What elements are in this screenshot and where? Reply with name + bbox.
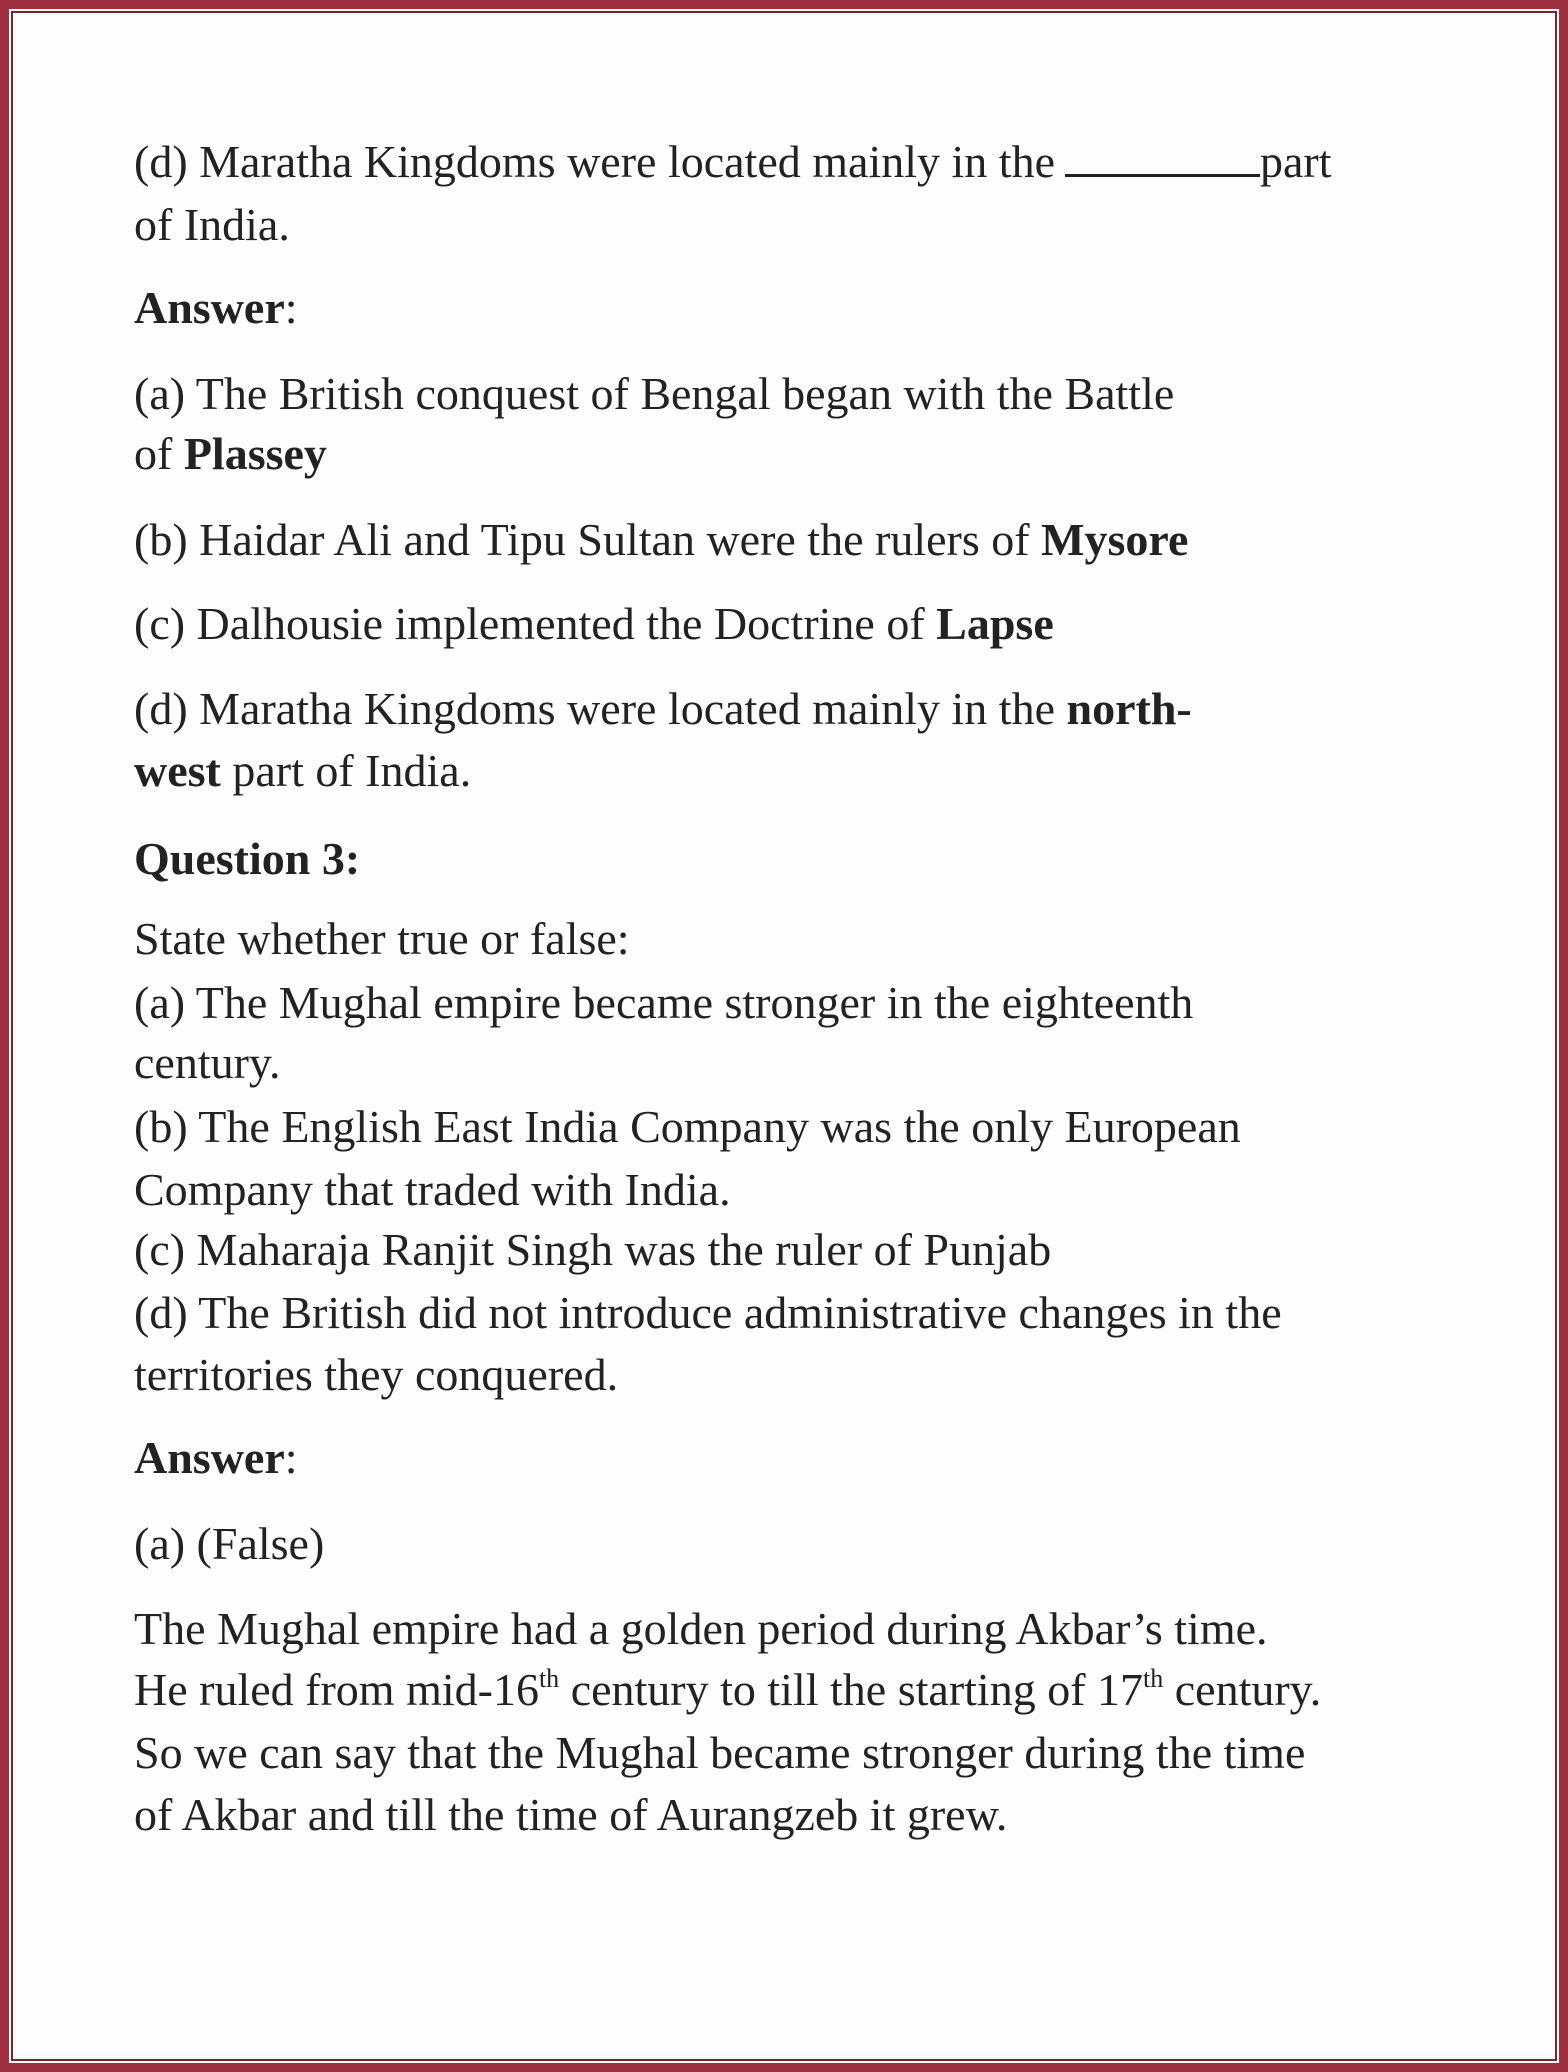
text: century. bbox=[1163, 1664, 1322, 1715]
question-3-title bbox=[134, 829, 360, 889]
answer-c bbox=[134, 594, 1054, 654]
answer3-text bbox=[134, 1660, 1321, 1720]
q3-line: Company that traded with India. bbox=[134, 1164, 731, 1215]
q2-d-line2: of India. bbox=[134, 199, 290, 250]
superscript: th bbox=[538, 1664, 560, 1693]
answer-heading bbox=[134, 278, 298, 338]
q3-line: (b) The English East India Company was the only European bbox=[134, 1101, 1241, 1152]
q3-line: century. bbox=[134, 1037, 281, 1088]
answer-bold: Mysore bbox=[1041, 514, 1189, 565]
answer-bold: west bbox=[134, 745, 221, 796]
answer-a-line1: (a) The British conquest of Bengal began with the Battle bbox=[134, 368, 1175, 419]
text: of bbox=[134, 428, 184, 479]
answer-bold: north- bbox=[1066, 683, 1192, 734]
answer-label: Answer bbox=[134, 282, 285, 333]
answer3-text: of Akbar and till the time of Aurangzeb it grew. bbox=[134, 1789, 1008, 1840]
answer-d-line1 bbox=[134, 679, 1192, 739]
answer-bold: Lapse bbox=[936, 598, 1054, 649]
text: part of India. bbox=[220, 745, 472, 796]
text: (d) Maratha Kingdoms were located mainly in the bbox=[134, 683, 1067, 734]
text: century to till the starting of 17 bbox=[559, 1664, 1144, 1715]
text: (c) Dalhousie implemented the Doctrine of bbox=[134, 598, 937, 649]
fill-blank bbox=[1065, 138, 1260, 177]
q3-line: State whether true or false: bbox=[134, 913, 630, 964]
colon: : bbox=[284, 282, 298, 333]
q3-line: territories they conquered. bbox=[134, 1349, 619, 1400]
answer-b bbox=[134, 510, 1188, 570]
superscript: th bbox=[1143, 1664, 1164, 1693]
answer-d-line2 bbox=[134, 741, 471, 801]
answer-bold: Plassey bbox=[183, 428, 327, 479]
answer-label: Answer bbox=[134, 1432, 285, 1483]
q2-d-line1 bbox=[134, 132, 1332, 192]
q3-line: (c) Maharaja Ranjit Singh was the ruler of Punjab bbox=[134, 1224, 1052, 1275]
text: (b) Haidar Ali and Tipu Sultan were the rulers of bbox=[134, 514, 1042, 565]
text: part bbox=[1260, 136, 1332, 187]
answer3-text: The Mughal empire had a golden period during Akbar’s time. bbox=[134, 1603, 1268, 1654]
colon: : bbox=[284, 1432, 298, 1483]
answer3-a-label: (a) (False) bbox=[134, 1518, 325, 1569]
answer-a-line2 bbox=[134, 424, 327, 484]
answer-heading-2 bbox=[134, 1428, 298, 1488]
q3-line: (d) The British did not introduce administrative changes in the bbox=[134, 1287, 1282, 1338]
answer3-text: So we can say that the Mughal became stronger during the time bbox=[134, 1727, 1306, 1778]
text: He ruled from mid-16 bbox=[134, 1664, 539, 1715]
question-title: Question 3: bbox=[134, 833, 361, 884]
text: (d) Maratha Kingdoms were located mainly in the bbox=[134, 136, 1055, 187]
q3-line: (a) The Mughal empire became stronger in the eighteenth bbox=[134, 977, 1194, 1028]
